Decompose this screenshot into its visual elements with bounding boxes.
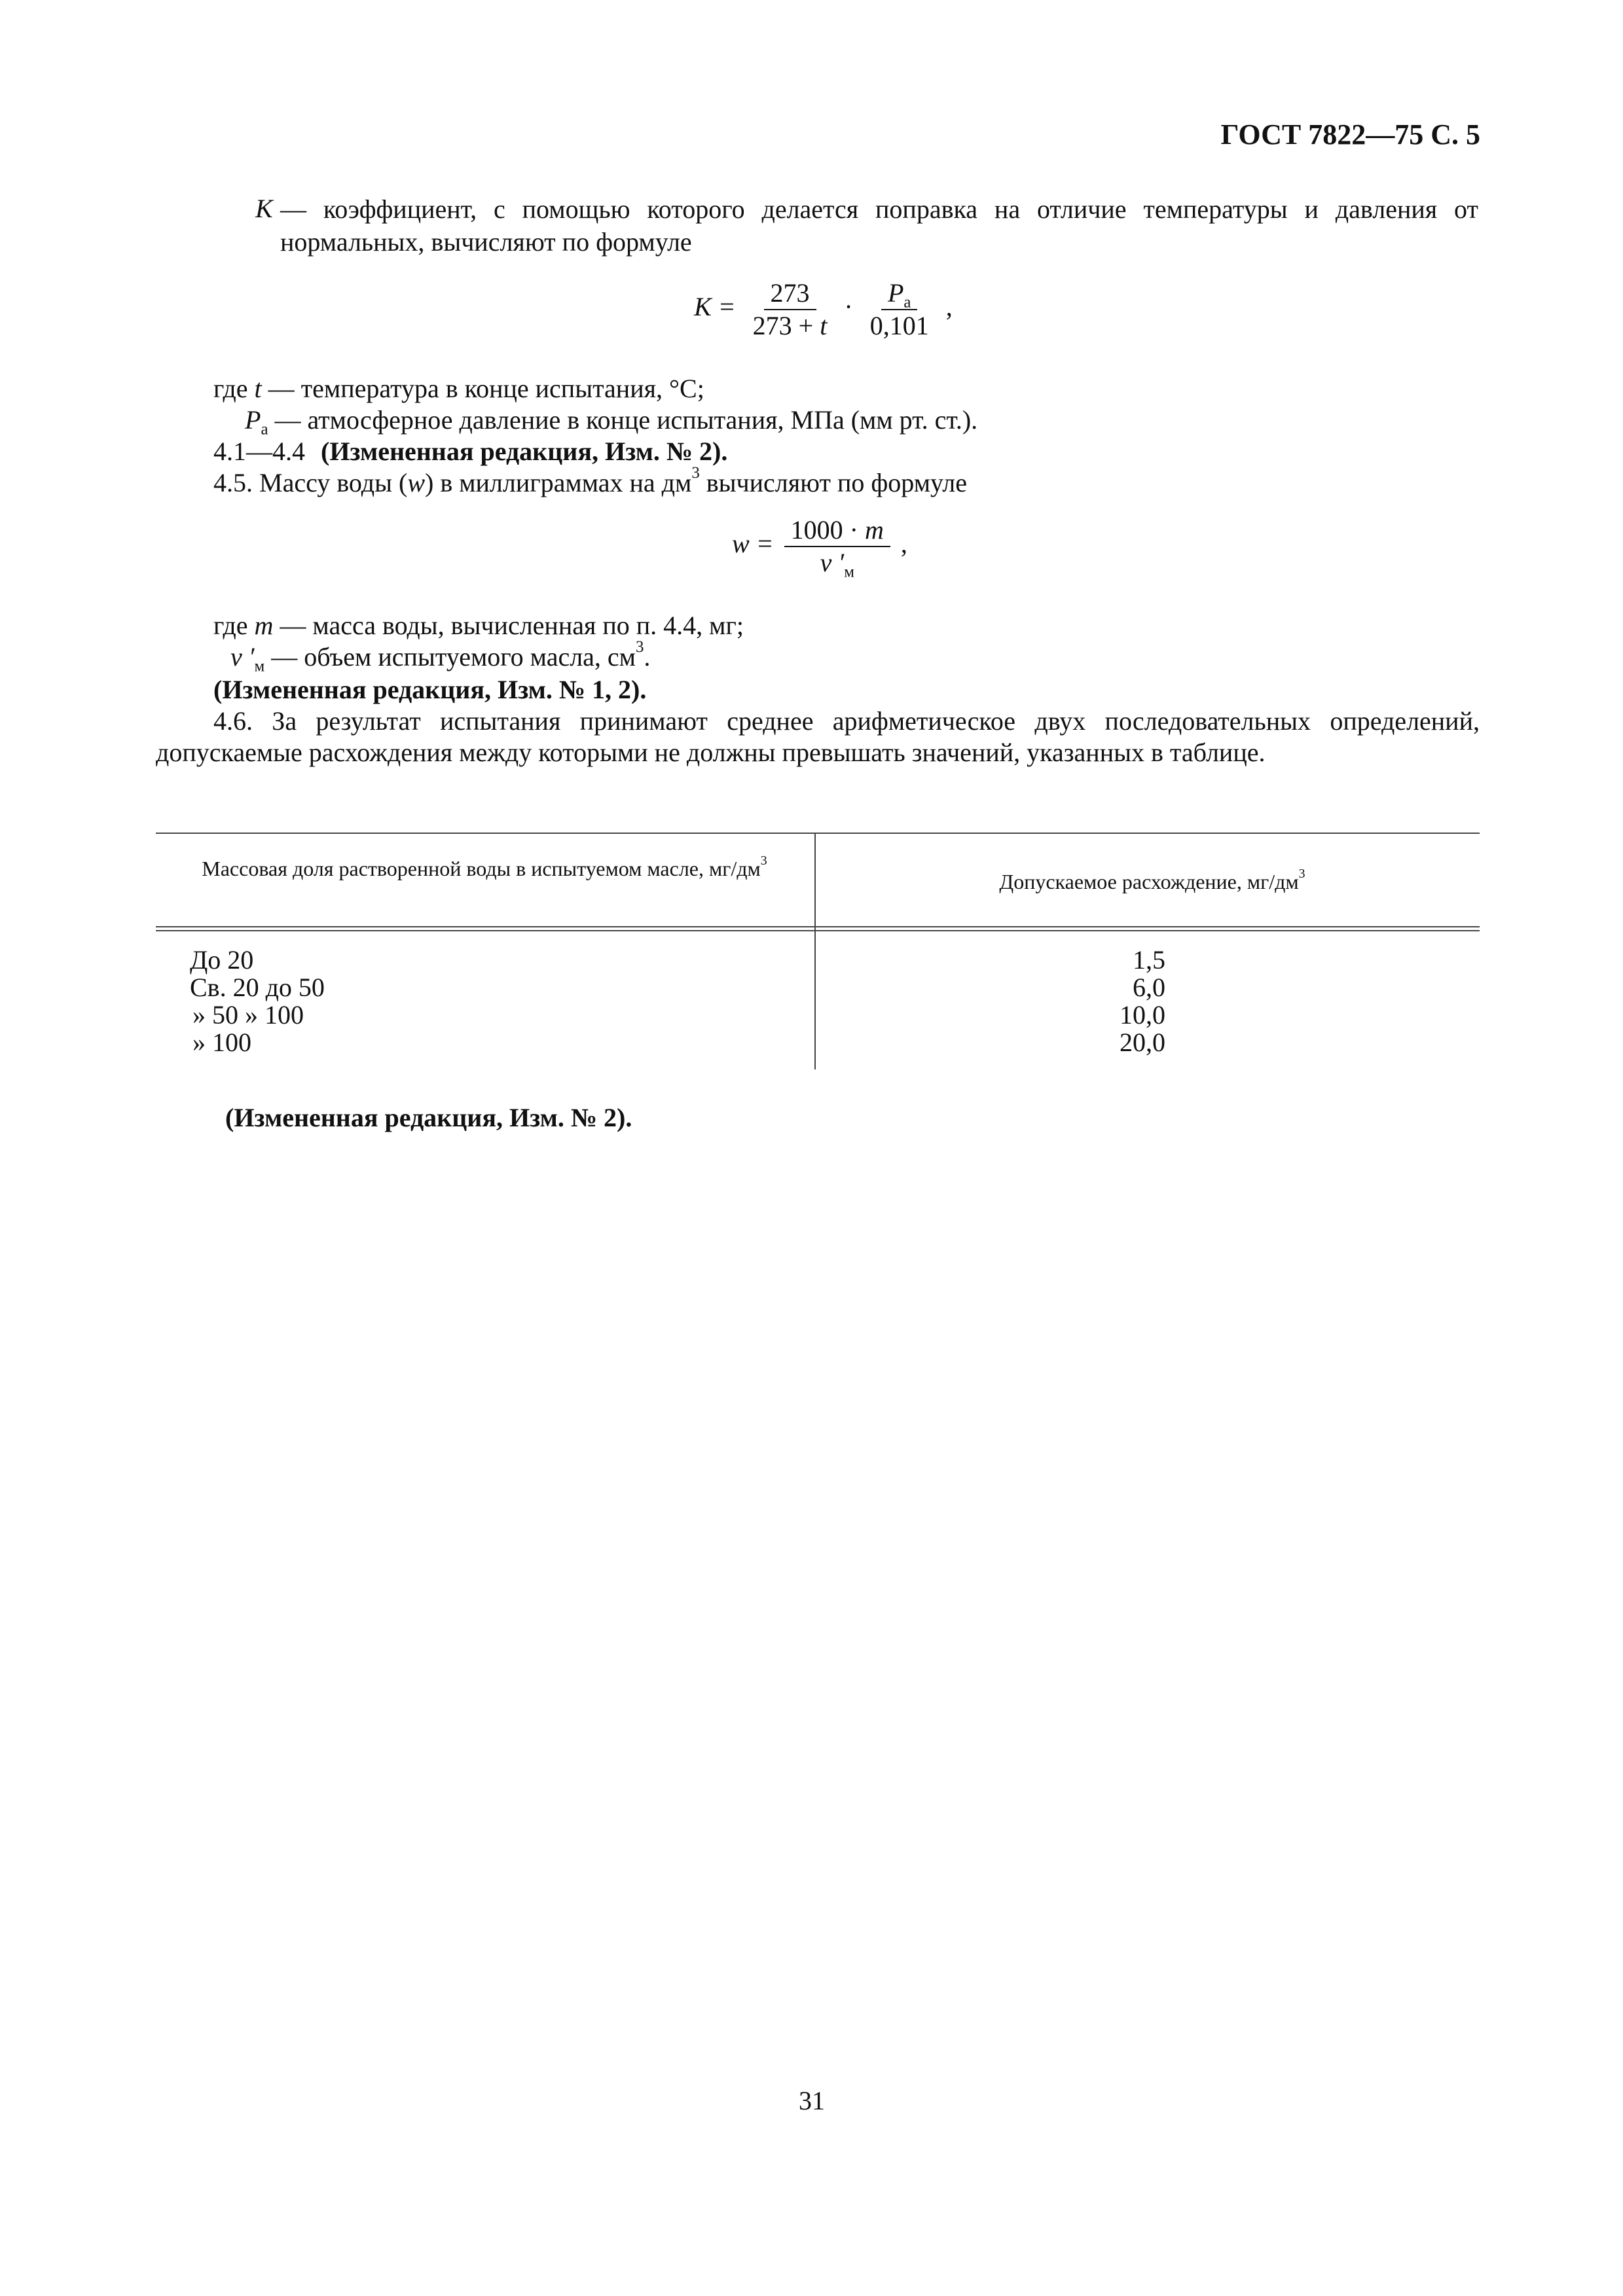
para-4-5-text-1: 4.5. Массу воды ( [213, 468, 408, 497]
edit-note: (Измененная редакция, Изм. № 2). [321, 437, 728, 466]
table-header-rule-2 [156, 930, 1480, 931]
v-symbol: v ′ [230, 642, 255, 672]
table-row-value: 1,5 [1133, 945, 1165, 975]
formula-k-f2-num: $P_а$ [881, 280, 917, 310]
formula-k-tail: , [945, 292, 953, 322]
table-col1-values [190, 946, 325, 1056]
formula-k-f1-den: 273 + t [752, 311, 828, 340]
p-symbol: P [245, 405, 261, 435]
formula-w-den: v $'_м$ [820, 548, 854, 581]
para-4-5 [213, 463, 967, 499]
where-t-line [213, 373, 704, 404]
formula-w-num: 1000 · m [784, 517, 890, 547]
formula-k-fraction-1 [746, 280, 834, 339]
table-row-value: 6,0 [1133, 973, 1165, 1002]
table-header-rule-1 [156, 926, 1480, 927]
k-definition-text: — коэффициент, с помощью которого делается поправка на отличие температуры и давления от нормальных, вычисляют по формуле [280, 194, 1478, 257]
where-p-line [245, 404, 978, 439]
t-symbol: t [254, 374, 262, 403]
where-prefix: где [213, 374, 248, 403]
where-v-line [230, 637, 651, 675]
para-4-1-4-4 [213, 436, 727, 467]
table-row-range: Св. 20 до 50 [190, 973, 325, 1002]
v-end: . [644, 642, 651, 672]
para-4-5-text-2: ) в миллиграммах на дм [425, 468, 692, 497]
p-description: — атмосферное давление в конце испытания, МПа (мм рт. ст.). [274, 405, 978, 435]
table-row-value: 20,0 [1120, 1028, 1165, 1057]
t-description: — температура в конце испытания, °C; [268, 374, 704, 403]
para-4-5-text-3: вычисляют по формуле [699, 468, 967, 497]
para-number: 4.1—4.4 [213, 437, 305, 466]
where-m-line [213, 610, 744, 641]
table-top-rule [156, 833, 1480, 834]
para-4-6: 4.6. За результат испытания принимают среднее арифметическое двух последовательных определений, допускаемые расхождения между которыми не должны превышать значений, указанных в таблице. [156, 706, 1480, 767]
running-title: ГОСТ 7822—75 С. 5 [1220, 118, 1480, 151]
formula-k-lhs: K = [694, 292, 736, 322]
formula-w [732, 515, 907, 581]
edit-note-1-2: (Измененная редакция, Изм. № 1, 2). [213, 675, 647, 704]
formula-w-lhs: w = [732, 529, 774, 559]
table-col2-values [1087, 946, 1165, 1056]
m-symbol: m [254, 611, 274, 640]
v-description: — объем испытуемого масла, см [271, 642, 636, 672]
formula-k-fraction-2 [864, 280, 936, 339]
para-4-5-sup: 3 [691, 463, 700, 482]
m-description: — масса воды, вычисленная по п. 4.4, мг; [280, 611, 744, 640]
w-symbol: w [407, 468, 425, 497]
k-definition [255, 193, 1480, 259]
formula-k-f2-den: 0,101 [869, 311, 929, 340]
formula-k-dot: · [844, 292, 853, 322]
formula-w-fraction [784, 515, 890, 581]
table-row-value: 10,0 [1120, 1000, 1165, 1030]
k-symbol: K [255, 194, 273, 223]
table-row-range: До 20 [190, 945, 254, 975]
formula-k [694, 280, 953, 339]
v-subscript: м [254, 657, 265, 675]
table-row-range: » 100 [192, 1028, 251, 1057]
table-column-divider [814, 833, 816, 1069]
where-prefix: где [213, 611, 248, 640]
table-row-range: » 50 » 100 [192, 1000, 304, 1030]
p-subscript: а [261, 420, 268, 439]
table-header-col2: Допускаемое расхождение, $мг/дм^3$ [999, 867, 1305, 893]
table-header-col1: Массовая доля растворенной воды в испытуемом масле, $мг/дм^3$ [202, 853, 767, 880]
formula-k-f1-num: 273 [764, 280, 816, 310]
edit-note-2: (Измененная редакция, Изм. № 2). [225, 1103, 632, 1132]
v-sup: 3 [636, 637, 644, 656]
formula-w-tail: , [900, 529, 907, 559]
page-number: 31 [799, 2086, 825, 2115]
